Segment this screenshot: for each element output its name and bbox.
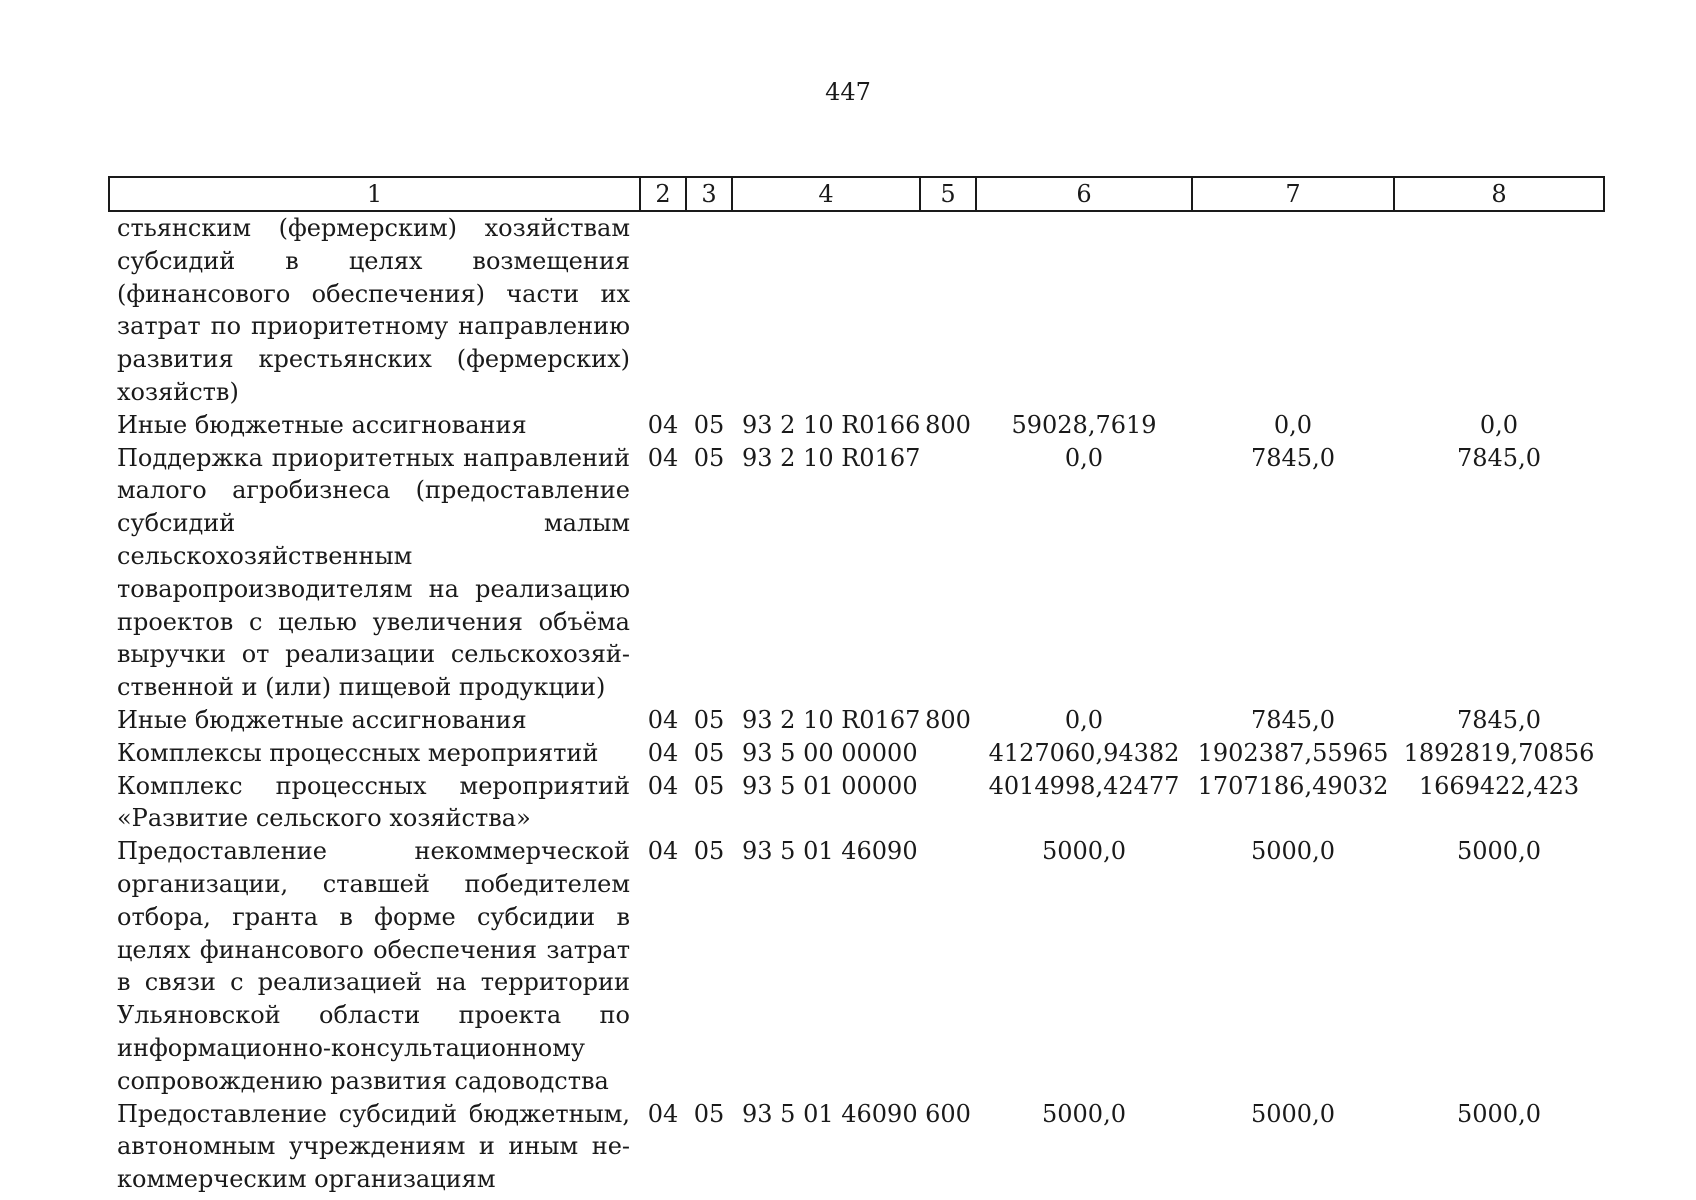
row-amount-col8: 1892819,70856	[1403, 738, 1595, 767]
row-amount-col8: 7845,0	[1457, 705, 1541, 734]
row-amount-col7	[1192, 211, 1394, 409]
row-subsection: 05	[693, 410, 725, 439]
row-target-article: 93 2 10 R0167	[742, 705, 921, 734]
row-subsection: 05	[693, 738, 725, 767]
row-amount-col7: 1707186,49032	[1197, 771, 1389, 800]
row-section: 04	[647, 705, 679, 734]
table-row	[109, 211, 1604, 409]
row-amount-col7: 0,0	[1273, 410, 1313, 439]
row-subsection: 05	[693, 837, 725, 866]
row-description: Иные бюджетные ассигнования	[117, 410, 527, 439]
row-section: 04	[647, 443, 679, 472]
row-amount-col6: 4127060,94382	[988, 738, 1180, 767]
row-amount-col8: 5000,0	[1457, 1099, 1541, 1128]
table-row	[109, 1098, 1604, 1196]
row-target-article	[732, 211, 920, 409]
row-description: Комплекс процессных мероприятий «Развитие сельского хозяйства»	[117, 771, 630, 833]
row-amount-col8: 5000,0	[1457, 837, 1541, 866]
row-section: 04	[647, 1099, 679, 1128]
header-col-3: 3	[686, 177, 732, 211]
budget-table	[108, 176, 1605, 1196]
table-header	[109, 177, 1604, 211]
page-number: 447	[825, 78, 871, 106]
row-description: Комплексы процессных мероприятий	[117, 738, 599, 767]
row-section: 04	[647, 771, 679, 800]
row-amount-col6: 0,0	[1064, 705, 1104, 734]
row-amount-col7: 5000,0	[1251, 1099, 1335, 1128]
table-row	[109, 835, 1604, 1097]
row-expense-type: 800	[925, 705, 971, 734]
row-description: Поддержка приоритетных направлений малого агробизнеса (предоставление субсидий малым сельскохозяйственным товаропроизводителям на реализацию проектов с целью увеличения объёма выручки от реализации сельскохозяйственной и (или) пищевой продукции)	[117, 443, 630, 702]
table-row	[109, 737, 1604, 770]
header-col-7: 7	[1192, 177, 1394, 211]
row-expense-type	[920, 442, 976, 704]
table-body	[109, 211, 1604, 1196]
header-col-4: 4	[732, 177, 920, 211]
row-expense-type	[920, 835, 976, 1097]
row-amount-col7: 7845,0	[1251, 705, 1335, 734]
row-amount-col6: 5000,0	[1042, 1099, 1126, 1128]
row-amount-col8	[1394, 211, 1604, 409]
row-section: 04	[647, 837, 679, 866]
row-amount-col7: 1902387,55965	[1197, 738, 1389, 767]
header-col-5: 5	[920, 177, 976, 211]
table-row	[109, 442, 1604, 704]
row-target-article: 93 5 01 46090	[742, 1099, 918, 1128]
row-amount-col7: 7845,0	[1251, 443, 1335, 472]
row-description: Предоставление субсидий бюджетным, автономным учреждениям и иным некоммерческим организациям	[117, 1099, 630, 1194]
row-target-article: 93 5 01 46090	[742, 837, 918, 866]
row-amount-col8: 0,0	[1479, 410, 1519, 439]
row-amount-col6: 5000,0	[1042, 837, 1126, 866]
table-row	[109, 770, 1604, 836]
header-row	[109, 177, 1604, 211]
table-row	[109, 704, 1604, 737]
header-col-6: 6	[976, 177, 1192, 211]
row-subsection	[686, 211, 732, 409]
row-subsection: 05	[693, 443, 725, 472]
row-expense-type: 800	[925, 410, 971, 439]
row-description: стьянским (фермерским) хозяйствам субсидий в целях возмещения (финансового обеспечения) части их затрат по приоритетному направлению развития крестьянских (фермерских) хозяйств)	[117, 214, 630, 406]
row-expense-type	[920, 770, 976, 836]
row-expense-type	[920, 737, 976, 770]
row-target-article: 93 5 00 00000	[742, 738, 918, 767]
row-amount-col6: 0,0	[1064, 443, 1104, 472]
row-amount-col6: 4014998,42477	[988, 771, 1180, 800]
row-description: Иные бюджетные ассигнования	[117, 705, 527, 734]
row-subsection: 05	[693, 705, 725, 734]
row-amount-col8: 7845,0	[1457, 443, 1541, 472]
row-amount-col6: 59028,7619	[1011, 410, 1157, 439]
row-expense-type	[920, 211, 976, 409]
row-target-article: 93 2 10 R0166	[742, 410, 921, 439]
row-subsection: 05	[693, 1099, 725, 1128]
row-subsection: 05	[693, 771, 725, 800]
header-col-8: 8	[1394, 177, 1604, 211]
row-expense-type: 600	[925, 1099, 971, 1128]
row-section: 04	[647, 410, 679, 439]
row-amount-col6	[976, 211, 1192, 409]
row-target-article: 93 2 10 R0167	[742, 443, 921, 472]
row-description: Предоставление некоммерческой организации, ставшей победителем отбора, гранта в форме субсидии в целях финансового обеспечения затрат в связи с реализацией на территории Ульяновской области проекта по информационно-консультационному сопровождению развития садоводства	[117, 837, 630, 1095]
header-col-2: 2	[640, 177, 686, 211]
row-amount-col7: 5000,0	[1251, 837, 1335, 866]
row-section: 04	[647, 738, 679, 767]
table-row	[109, 409, 1604, 442]
row-target-article: 93 5 01 00000	[742, 771, 918, 800]
row-section	[640, 211, 686, 409]
header-col-1: 1	[109, 177, 640, 211]
row-amount-col8: 1669422,423	[1418, 771, 1580, 800]
